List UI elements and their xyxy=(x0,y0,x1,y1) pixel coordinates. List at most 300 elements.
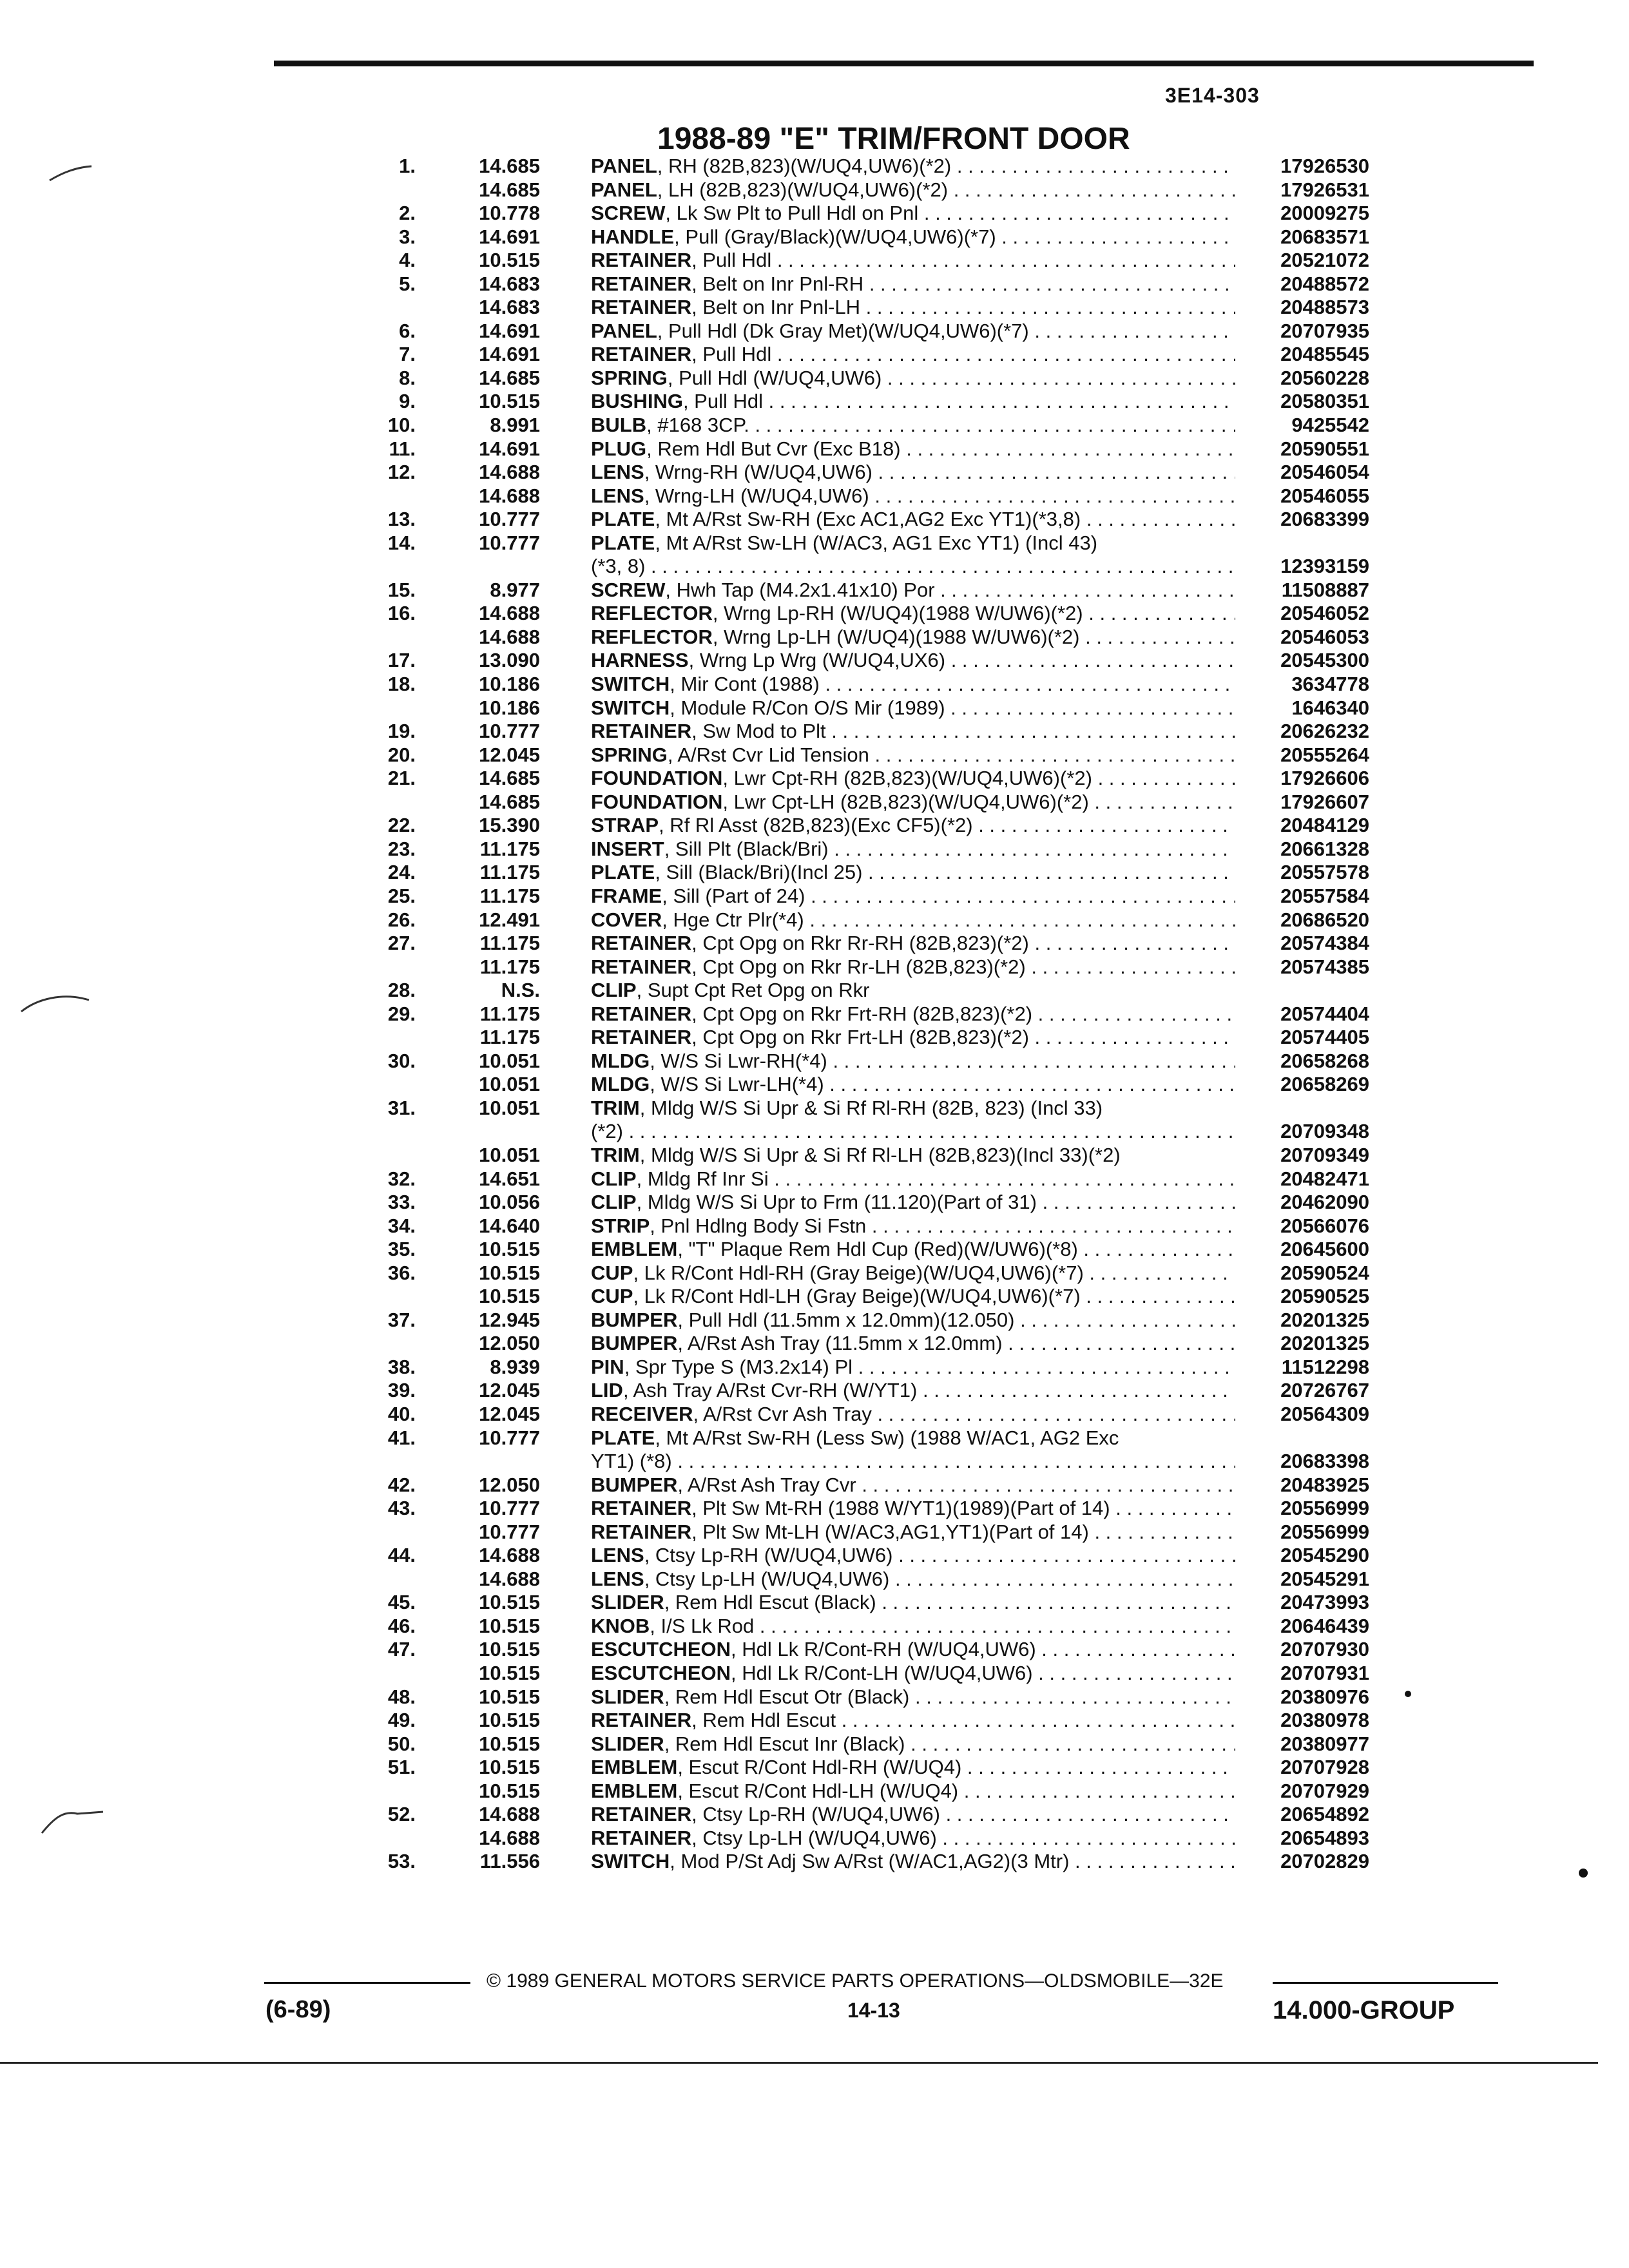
item-number: 25. xyxy=(387,884,416,907)
item-number: 15. xyxy=(387,578,416,601)
part-detail: , Rf Rl Asst (82B,823)(Exc CF5)(*2) xyxy=(659,814,973,837)
part-number: 20473993 xyxy=(1280,1591,1369,1614)
part-name: RETAINER xyxy=(591,1709,692,1732)
part-detail: , Sill (Black/Bri)(Incl 25) xyxy=(655,861,863,884)
group-number: 10.515 xyxy=(479,390,540,413)
part-name: SWITCH xyxy=(591,673,670,696)
parts-row xyxy=(351,579,1511,602)
part-name: INSERT xyxy=(591,837,664,860)
part-detail: , Pull Hdl xyxy=(691,249,772,272)
part-detail: , Cpt Opg on Rkr Frt-RH (82B,823)(*2) xyxy=(691,1002,1033,1025)
part-name: BUMPER xyxy=(591,1308,678,1331)
part-number: 20683399 xyxy=(1280,508,1369,531)
group-number: 10.056 xyxy=(479,1191,540,1214)
part-description xyxy=(591,1638,1235,1661)
group-number: 14.651 xyxy=(479,1167,540,1190)
part-name: PANEL xyxy=(591,319,657,342)
parts-row xyxy=(351,1756,1511,1780)
part-detail: , Hdl Lk R/Cont-RH (W/UQ4,UW6) xyxy=(731,1638,1036,1661)
part-description xyxy=(591,178,1235,202)
part-number: 20482471 xyxy=(1280,1167,1369,1190)
parts-row xyxy=(351,1215,1511,1238)
group-number: 8.991 xyxy=(490,414,540,437)
part-detail: , A/Rst Ash Tray Cvr xyxy=(677,1473,856,1496)
group-number: 10.515 xyxy=(479,1756,540,1779)
item-number: 9. xyxy=(399,390,416,413)
item-number: 16. xyxy=(387,602,416,625)
parts-row xyxy=(351,1450,1511,1474)
group-number: 10.777 xyxy=(479,1497,540,1520)
group-number: 14.683 xyxy=(479,272,540,295)
item-number: 7. xyxy=(399,343,416,366)
parts-row xyxy=(351,908,1511,932)
part-detail: , Ctsy Lp-RH (W/UQ4,UW6) xyxy=(691,1803,940,1826)
parts-row xyxy=(351,1427,1511,1450)
item-number: 24. xyxy=(387,861,416,884)
item-number: 14. xyxy=(387,531,416,554)
parts-row xyxy=(351,390,1511,414)
part-number: 20484129 xyxy=(1280,814,1369,837)
part-name: RETAINER xyxy=(591,1002,692,1025)
footer-group: 14.000-GROUP xyxy=(1273,1996,1455,2024)
part-number: 11508887 xyxy=(1281,578,1369,601)
part-description xyxy=(591,626,1235,649)
parts-row xyxy=(351,814,1511,838)
group-number: 14.685 xyxy=(479,767,540,790)
part-description xyxy=(591,414,1235,437)
part-number: 20654893 xyxy=(1280,1826,1369,1849)
part-name: SWITCH xyxy=(591,696,670,719)
item-number: 5. xyxy=(399,272,416,295)
part-description xyxy=(591,1191,1235,1214)
part-description xyxy=(591,1073,1235,1096)
group-number: 11.175 xyxy=(479,1026,540,1049)
part-detail: , A/Rst Cvr Ash Tray xyxy=(693,1402,872,1425)
part-name: BUSHING xyxy=(591,390,683,413)
parts-row xyxy=(351,178,1511,202)
part-name: STRAP xyxy=(591,814,659,837)
group-number: 14.640 xyxy=(479,1214,540,1237)
part-detail: , RH (82B,823)(W/UQ4,UW6)(*2) xyxy=(657,155,952,177)
group-number: 10.777 xyxy=(479,1426,540,1449)
part-detail: , Mldg W/S Si Upr & Si Rf Rl-RH (82B, 823) (Incl 33) xyxy=(639,1096,1103,1119)
part-name: REFLECTOR xyxy=(591,602,713,625)
part-number: 20557578 xyxy=(1280,861,1369,884)
group-number: 14.691 xyxy=(479,225,540,248)
part-number: 20462090 xyxy=(1280,1191,1369,1214)
footer-page-number: 14-13 xyxy=(847,1999,900,2022)
part-description xyxy=(591,367,1235,390)
part-detail: , Pull Hdl (Dk Gray Met)(W/UQ4,UW6)(*7) xyxy=(657,319,1029,342)
part-name: PANEL xyxy=(591,155,657,177)
part-detail: , Belt on Inr Pnl-RH xyxy=(691,272,864,295)
group-number: 8.939 xyxy=(490,1355,540,1378)
item-number: 11. xyxy=(389,437,416,460)
part-description xyxy=(591,1050,1235,1073)
parts-row xyxy=(351,1073,1511,1097)
group-number: 10.051 xyxy=(479,1143,540,1166)
part-name: MLDG xyxy=(591,1049,650,1072)
group-number: 10.515 xyxy=(479,1732,540,1755)
part-number: 20626232 xyxy=(1280,720,1369,743)
group-number: 10.186 xyxy=(479,696,540,719)
group-number: 14.688 xyxy=(479,1826,540,1849)
part-description xyxy=(591,226,1235,249)
parts-row xyxy=(351,249,1511,273)
part-name: SWITCH xyxy=(591,1850,670,1873)
parts-row xyxy=(351,1827,1511,1850)
part-name: ESCUTCHEON xyxy=(591,1638,731,1661)
group-number: 14.683 xyxy=(479,296,540,319)
item-number: 6. xyxy=(399,319,416,342)
part-detail: , Mldg Rf Inr Si xyxy=(636,1167,769,1190)
part-detail: , Mir Cont (1988) xyxy=(670,673,820,696)
parts-row xyxy=(351,437,1511,461)
item-number: 23. xyxy=(387,837,416,860)
part-detail: (*2) xyxy=(591,1120,623,1143)
part-number: 20485545 xyxy=(1280,343,1369,366)
group-number: 11.175 xyxy=(479,884,540,907)
group-number: 12.050 xyxy=(479,1473,540,1496)
part-name: RETAINER xyxy=(591,1520,692,1543)
part-description xyxy=(591,155,1235,178)
part-number: 20557584 xyxy=(1280,884,1369,907)
part-description xyxy=(591,1097,1235,1120)
part-detail: , Pnl Hdlng Body Si Fstn xyxy=(650,1214,867,1237)
parts-row xyxy=(351,226,1511,249)
part-number: 20658268 xyxy=(1280,1049,1369,1072)
part-name: RETAINER xyxy=(591,955,692,978)
part-detail: , Wrng Lp-RH (W/UQ4)(1988 W/UW6)(*2) xyxy=(712,602,1083,625)
part-description xyxy=(591,1215,1235,1238)
part-detail: , Pull Hdl (11.5mm x 12.0mm)(12.050) xyxy=(677,1308,1015,1331)
group-number: 11.175 xyxy=(479,861,540,884)
part-description xyxy=(591,1262,1235,1285)
group-number: 14.688 xyxy=(479,1567,540,1590)
parts-row xyxy=(351,1780,1511,1803)
parts-row xyxy=(351,1568,1511,1591)
parts-row xyxy=(351,1309,1511,1332)
part-name: STRIP xyxy=(591,1214,650,1237)
part-name: FRAME xyxy=(591,884,662,907)
part-name: CUP xyxy=(591,1285,633,1308)
part-number: 20488572 xyxy=(1280,272,1369,295)
part-detail: , Wrng Lp Wrg (W/UQ4,UX6) xyxy=(688,649,946,672)
margin-mark-2 xyxy=(18,986,95,1018)
item-number: 45. xyxy=(387,1591,416,1614)
parts-row xyxy=(351,1709,1511,1733)
part-description xyxy=(591,673,1235,696)
part-detail: , Cpt Opg on Rkr Rr-RH (82B,823)(*2) xyxy=(691,932,1029,955)
part-number: 17926530 xyxy=(1280,155,1369,177)
part-detail: , Belt on Inr Pnl-LH xyxy=(691,296,861,319)
part-number: 20380976 xyxy=(1280,1685,1369,1708)
part-name: RETAINER xyxy=(591,1826,692,1849)
margin-dot-1 xyxy=(1403,1688,1412,1700)
part-name: KNOB xyxy=(591,1614,650,1637)
parts-row xyxy=(351,1026,1511,1050)
part-description xyxy=(591,1827,1235,1850)
part-name: CLIP xyxy=(591,1191,637,1214)
part-detail: , Lk R/Cont Hdl-RH (Gray Beige)(W/UQ4,UW6)(*7) xyxy=(633,1261,1084,1284)
part-number: 20709348 xyxy=(1280,1120,1369,1143)
group-number: 10.777 xyxy=(479,1520,540,1543)
part-detail: , Spr Type S (M3.2x14) Pl xyxy=(624,1355,853,1378)
parts-row xyxy=(351,767,1511,791)
item-number: 32. xyxy=(387,1167,416,1190)
item-number: 22. xyxy=(387,814,416,837)
item-number: 41. xyxy=(387,1426,416,1449)
parts-row xyxy=(351,1474,1511,1497)
group-number: 14.688 xyxy=(479,1544,540,1567)
parts-row xyxy=(351,461,1511,485)
item-number: 1. xyxy=(399,155,416,177)
part-number: 20646439 xyxy=(1280,1614,1369,1637)
item-number: 8. xyxy=(399,366,416,389)
parts-row xyxy=(351,1544,1511,1568)
part-number: 20590525 xyxy=(1280,1285,1369,1308)
part-number: 20707931 xyxy=(1280,1662,1369,1684)
group-number: 11.175 xyxy=(479,837,540,860)
part-description xyxy=(591,1568,1235,1591)
part-description xyxy=(591,1497,1235,1520)
parts-row xyxy=(351,1285,1511,1309)
part-number: 20545300 xyxy=(1280,649,1369,672)
part-name: TRIM xyxy=(591,1096,640,1119)
part-name: RETAINER xyxy=(591,1803,692,1826)
item-number: 29. xyxy=(387,1002,416,1025)
item-number: 38. xyxy=(387,1355,416,1378)
part-number: 9425542 xyxy=(1291,414,1369,437)
part-description xyxy=(591,861,1235,884)
part-name: CUP xyxy=(591,1261,633,1284)
parts-row xyxy=(351,1638,1511,1662)
part-number: 20546052 xyxy=(1280,602,1369,625)
part-number: 20560228 xyxy=(1280,366,1369,389)
part-number: 20658269 xyxy=(1280,1073,1369,1096)
part-description xyxy=(591,461,1235,484)
part-description xyxy=(591,908,1235,932)
part-description xyxy=(591,602,1235,625)
part-number: 20574385 xyxy=(1280,955,1369,978)
parts-row xyxy=(351,1615,1511,1639)
group-number: 12.045 xyxy=(479,1402,540,1425)
item-number: 12. xyxy=(387,461,416,484)
part-detail: , I/S Lk Rod xyxy=(650,1614,755,1637)
part-name: SPRING xyxy=(591,743,668,766)
part-detail: , Ctsy Lp-LH (W/UQ4,UW6) xyxy=(644,1567,890,1590)
parts-row xyxy=(351,508,1511,532)
parts-row xyxy=(351,343,1511,367)
part-detail: , Mt A/Rst Sw-RH (Exc AC1,AG2 Exc YT1)(*3,8) xyxy=(655,508,1081,531)
part-detail: , Lk Sw Plt to Pull Hdl on Pnl xyxy=(665,202,919,225)
part-number: 20521072 xyxy=(1280,249,1369,272)
part-number: 20546053 xyxy=(1280,625,1369,648)
group-number: 12.045 xyxy=(479,1379,540,1402)
part-detail: , A/Rst Cvr Lid Tension xyxy=(667,743,869,766)
parts-row xyxy=(351,1144,1511,1168)
part-detail: , Rem Hdl Escut Otr (Black) xyxy=(664,1685,910,1708)
parts-row xyxy=(351,1168,1511,1191)
page-code: 3E14-303 xyxy=(1165,84,1260,107)
part-detail: , Pull Hdl xyxy=(682,390,763,413)
part-detail: , W/S Si Lwr-LH(*4) xyxy=(650,1073,824,1096)
part-detail: , Hge Ctr Plr(*4) xyxy=(662,908,804,931)
part-description xyxy=(591,1379,1235,1402)
footer-date: (6-89) xyxy=(265,1996,331,2023)
parts-row xyxy=(351,367,1511,390)
part-name: LENS xyxy=(591,484,644,507)
part-description xyxy=(591,1686,1235,1709)
group-number: 11.175 xyxy=(479,955,540,978)
part-description xyxy=(591,1733,1235,1756)
part-number: 11512298 xyxy=(1281,1355,1369,1378)
parts-row xyxy=(351,720,1511,744)
part-number: 20654892 xyxy=(1280,1803,1369,1826)
parts-row xyxy=(351,861,1511,885)
part-description xyxy=(591,249,1235,272)
part-number: 20707928 xyxy=(1280,1756,1369,1779)
part-number: 20683398 xyxy=(1280,1450,1369,1473)
part-detail: , Pull Hdl (W/UQ4,UW6) xyxy=(667,366,882,389)
part-name: PLATE xyxy=(591,508,655,531)
part-detail: , Plt Sw Mt-RH (1988 W/YT1)(1989)(Part of 14) xyxy=(691,1497,1110,1520)
group-number: 14.685 xyxy=(479,790,540,813)
group-number: 10.515 xyxy=(479,1662,540,1684)
part-name: SLIDER xyxy=(591,1732,664,1755)
part-number: 20545291 xyxy=(1280,1567,1369,1590)
parts-row xyxy=(351,202,1511,226)
part-description xyxy=(591,1003,1235,1026)
part-description xyxy=(591,1332,1235,1355)
part-detail: , Wrng-RH (W/UQ4,UW6) xyxy=(644,461,872,484)
part-detail: , Lk R/Cont Hdl-LH (Gray Beige)(W/UQ4,UW6)(*7) xyxy=(633,1285,1081,1308)
parts-row xyxy=(351,296,1511,320)
part-detail: , Lwr Cpt-LH (82B,823)(W/UQ4,UW6)(*2) xyxy=(722,790,1089,813)
part-number: 20590551 xyxy=(1280,437,1369,460)
part-description xyxy=(591,1026,1235,1049)
item-number: 26. xyxy=(387,908,416,931)
part-description xyxy=(591,1474,1235,1497)
part-detail: , Rem Hdl Escut xyxy=(691,1709,836,1732)
part-number: 1646340 xyxy=(1291,696,1369,719)
part-detail: , LH (82B,823)(W/UQ4,UW6)(*2) xyxy=(657,178,949,201)
part-description xyxy=(591,273,1235,296)
part-detail: , W/S Si Lwr-RH(*4) xyxy=(650,1049,827,1072)
part-detail: , Ctsy Lp-RH (W/UQ4,UW6) xyxy=(644,1544,893,1567)
parts-row xyxy=(351,532,1511,555)
part-description xyxy=(591,979,1235,1002)
part-name: PANEL xyxy=(591,178,657,201)
top-rule xyxy=(274,61,1534,66)
part-name: LID xyxy=(591,1379,623,1402)
group-number: 10.051 xyxy=(479,1096,540,1119)
part-name: SCREW xyxy=(591,202,666,225)
part-description xyxy=(591,1238,1235,1261)
part-name: CLIP xyxy=(591,1167,637,1190)
group-number: 11.175 xyxy=(479,1002,540,1025)
part-name: PLATE xyxy=(591,531,655,554)
part-number: 20488573 xyxy=(1280,296,1369,319)
part-name: PLATE xyxy=(591,1426,655,1449)
part-name: RETAINER xyxy=(591,1497,692,1520)
part-detail: , Mt A/Rst Sw-RH (Less Sw) (1988 W/AC1, AG2 Exc xyxy=(655,1426,1119,1449)
part-detail: , Wrng-LH (W/UQ4,UW6) xyxy=(644,484,869,507)
group-number: 14.688 xyxy=(479,461,540,484)
parts-row xyxy=(351,1497,1511,1521)
part-description xyxy=(591,532,1235,555)
part-description xyxy=(591,1168,1235,1191)
part-detail: , Hwh Tap (M4.2x1.41x10) Por xyxy=(665,578,935,601)
parts-row xyxy=(351,155,1511,178)
part-description xyxy=(591,1521,1235,1544)
part-number: 20574405 xyxy=(1280,1026,1369,1049)
part-detail: , Pull Hdl xyxy=(691,343,772,366)
part-name: RETAINER xyxy=(591,932,692,955)
group-number: 14.688 xyxy=(479,602,540,625)
item-number: 2. xyxy=(399,202,416,225)
part-number: 20580351 xyxy=(1280,390,1369,413)
part-number: 20574384 xyxy=(1280,932,1369,955)
parts-row xyxy=(351,649,1511,673)
part-description xyxy=(591,390,1235,413)
group-number: 10.515 xyxy=(479,1238,540,1261)
parts-row xyxy=(351,1097,1511,1120)
part-name: RETAINER xyxy=(591,343,692,366)
group-number: 15.390 xyxy=(479,814,540,837)
part-name: MLDG xyxy=(591,1073,650,1096)
part-description xyxy=(591,1356,1235,1379)
group-number: 14.685 xyxy=(479,155,540,177)
parts-row xyxy=(351,1521,1511,1544)
parts-row xyxy=(351,1733,1511,1756)
parts-row xyxy=(351,956,1511,979)
part-name: PIN xyxy=(591,1355,624,1378)
parts-row xyxy=(351,555,1511,579)
part-description xyxy=(591,1803,1235,1826)
parts-row xyxy=(351,1591,1511,1615)
group-number: 10.515 xyxy=(479,1614,540,1637)
group-number: 12.050 xyxy=(479,1332,540,1355)
part-name: EMBLEM xyxy=(591,1756,678,1779)
parts-row xyxy=(351,1850,1511,1874)
part-number: 20590524 xyxy=(1280,1261,1369,1284)
part-number: 17926607 xyxy=(1280,790,1369,813)
part-detail: , "T" Plaque Rem Hdl Cup (Red)(W/UW6)(*8) xyxy=(677,1238,1078,1261)
parts-row xyxy=(351,1191,1511,1215)
part-name: RETAINER xyxy=(591,1026,692,1049)
part-description xyxy=(591,720,1235,743)
part-description xyxy=(591,932,1235,955)
parts-row xyxy=(351,979,1511,1003)
part-name: REFLECTOR xyxy=(591,625,713,648)
part-detail: , #168 3CP. xyxy=(646,414,749,437)
part-detail: , Lwr Cpt-RH (82B,823)(W/UQ4,UW6)(*2) xyxy=(722,767,1092,790)
part-name: COVER xyxy=(591,908,662,931)
part-number: 20645600 xyxy=(1280,1238,1369,1261)
item-number: 13. xyxy=(387,508,416,531)
group-number: 14.691 xyxy=(479,437,540,460)
group-number: 11.175 xyxy=(479,932,540,955)
group-number: 14.685 xyxy=(479,366,540,389)
part-description xyxy=(591,1591,1235,1614)
parts-row xyxy=(351,932,1511,956)
part-detail: YT1) (*8) xyxy=(591,1450,672,1473)
part-number: 20566076 xyxy=(1280,1214,1369,1237)
part-description xyxy=(591,555,1235,578)
part-detail: , Cpt Opg on Rkr Frt-LH (82B,823)(*2) xyxy=(691,1026,1029,1049)
part-name: SLIDER xyxy=(591,1685,664,1708)
